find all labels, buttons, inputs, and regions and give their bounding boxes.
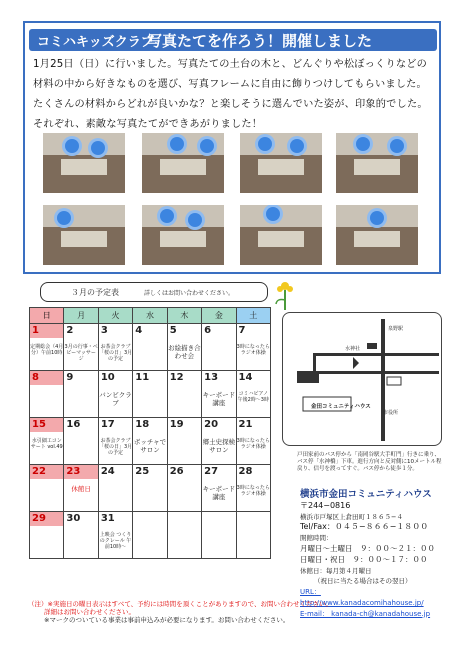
calendar-cell <box>133 324 167 371</box>
club-name: コミハキッズクラブ <box>37 35 154 50</box>
date-number: 25 <box>133 465 166 479</box>
calendar-day-header: 水 <box>133 308 167 324</box>
tel: Tel/Fax：０４５−８６６−１８００ <box>300 522 429 532</box>
date-number: 24 <box>99 465 132 479</box>
event-text: 定期総会（4月分）午前10時 <box>30 344 64 356</box>
calendar-cell <box>98 512 132 559</box>
date-number: 4 <box>133 324 166 338</box>
calendar-day-header: 火 <box>98 308 132 324</box>
calendar-cell <box>64 371 98 418</box>
event-text: 3月の行事・ベビーマッサージ <box>64 344 98 362</box>
calendar-day-header: 木 <box>167 308 201 324</box>
calendar-cell <box>202 512 236 559</box>
intro-text: 1月25日（日）に行いました。写真たての土台の木と、どんぐりや松ぼっくりなどの材料の中から好きなものを選び、写真フレームに自由に飾りつけしてもらいました。たくさんの材料からどれが良いかな？と楽しそうに選んでいた姿が、印象的でした。それぞれ、素敵な写真たてができあがりました！ <box>33 59 428 130</box>
photo <box>336 205 418 265</box>
note-1: （注）※実施日の曜日表示はすべて、予約には時間を頂くことがありますので、お問い合わせください。 <box>28 600 333 608</box>
event-report <box>23 21 441 274</box>
calendar-cell <box>133 371 167 418</box>
date-number: 23 <box>64 465 97 479</box>
note-2: 詳細はお問い合わせください。 <box>44 608 135 616</box>
access-map <box>282 312 442 446</box>
photo <box>336 133 418 193</box>
hours-label: 開館時間： <box>300 534 333 543</box>
date-number: 27 <box>202 465 235 479</box>
zip: 〒244−0816 <box>300 500 351 510</box>
headline-banner <box>29 29 437 51</box>
date-number: 1 <box>30 324 63 338</box>
map-drawing <box>283 313 443 447</box>
date-number: 12 <box>168 371 201 385</box>
calendar-cell <box>202 465 236 512</box>
event-text: バンビクラブ <box>99 391 132 407</box>
date-number: 15 <box>30 418 63 432</box>
event-text: お茶会クラブ「桜の日」3月の予定 <box>98 438 133 456</box>
photo <box>142 205 224 265</box>
calendar-cell <box>202 324 236 371</box>
calendar-day-header: 月 <box>64 308 98 324</box>
calendar-day-header: 日 <box>30 308 64 324</box>
event-text: 3時になったらラジオ体操 <box>236 485 270 497</box>
date-number: 18 <box>133 418 166 432</box>
calendar-cell <box>64 465 98 512</box>
date-number: 29 <box>30 512 63 526</box>
calendar-cell <box>202 418 236 465</box>
date-number: 28 <box>237 465 270 479</box>
access-directions: 戸田家前のバス停から「南岡谷駅大手町門」行きに乗り、バス停「水神橋」下車。進行方向と反対側に10メートル程戻り、信号を渡ってすぐ。バス停から徒歩１分。 <box>297 452 442 472</box>
event-text: ボッチャでサロン <box>133 438 167 454</box>
date-number: 20 <box>202 418 235 432</box>
closed-day: 休館日：毎月第４月曜日 <box>300 566 372 575</box>
flower-icon <box>272 278 298 310</box>
hours-holiday: 日曜日・祝日 ９：００〜１７：００ <box>300 554 428 564</box>
date-number: 6 <box>202 324 235 338</box>
calendar-cell <box>236 465 270 512</box>
footnotes <box>28 600 448 624</box>
date-number: 14 <box>237 371 270 385</box>
calendar-cell <box>30 371 64 418</box>
date-number: 19 <box>168 418 201 432</box>
date-number: 8 <box>30 371 63 385</box>
headline: 写真たてを作ろう！開催しました <box>147 32 373 50</box>
date-number: 30 <box>64 512 97 526</box>
date-number: 21 <box>237 418 270 432</box>
closed-note: （祝日に当たる場合はその翌日） <box>314 577 412 586</box>
event-text: キーボード講座 <box>202 485 236 501</box>
note-3: ※マークのついている事業は事前申込みが必要になります。お問い合わせください。 <box>44 616 290 624</box>
calendar-cell <box>98 371 132 418</box>
date-number: 5 <box>168 324 201 338</box>
calendar-cell <box>167 324 201 371</box>
calendar-cell <box>167 418 201 465</box>
photo <box>142 133 224 193</box>
event-text: 休館日 <box>71 485 91 493</box>
photo <box>240 205 322 265</box>
calendar-cell <box>133 418 167 465</box>
calendar-cell <box>30 512 64 559</box>
event-text: 水引細工コンサート vol.49 <box>30 438 63 450</box>
website-link[interactable]: URL： http://www.kanadacomihahouse.jp/ <box>300 588 424 607</box>
event-text: 3時になったらラジオ体操 <box>236 344 270 356</box>
calendar-cell <box>167 512 201 559</box>
calendar-cell <box>133 465 167 512</box>
event-text: キーボード講座 <box>202 391 236 407</box>
calendar-cell <box>30 324 64 371</box>
date-number: 26 <box>168 465 201 479</box>
map-station-label: 泉野駅 <box>388 326 404 332</box>
date-number: 10 <box>99 371 132 385</box>
hours-weekday: 月曜日〜土曜日 ９：００〜２１：００ <box>300 543 435 553</box>
date-number: 17 <box>99 418 132 432</box>
photo <box>43 205 125 265</box>
calendar-cell <box>236 371 270 418</box>
calendar-cell <box>30 418 64 465</box>
calendar-cell <box>64 418 98 465</box>
event-text: コミハピアノ午後2時〜3時 <box>237 391 269 403</box>
map-street-label: 市役所 <box>383 410 399 416</box>
event-text: 3時になったらラジオ体操 <box>236 438 270 450</box>
center-name: 横浜市金田コミュニティハウス <box>300 489 432 500</box>
calendar-cell <box>202 371 236 418</box>
calendar-cell <box>167 371 201 418</box>
calendar-day-header: 金 <box>202 308 236 324</box>
date-number: 7 <box>237 324 270 338</box>
map-shrine-label: 水神社 <box>345 346 361 352</box>
event-text: 上映会 つくりのクレール 午前10時〜 <box>99 532 132 550</box>
calendar-cell <box>64 324 98 371</box>
date-number: 2 <box>64 324 97 338</box>
calendar-cell <box>64 512 98 559</box>
event-text: 郷土史探検サロン <box>202 438 236 454</box>
calendar-cell <box>30 465 64 512</box>
map-hall-label: 金田コミュニティハウス <box>311 404 371 410</box>
calendar-cell <box>133 512 167 559</box>
schedule-title: ３月の予定表 詳しくはお問い合わせください。 <box>40 282 268 302</box>
address: 横浜市戸塚区上倉田町１８６５−４ <box>300 512 403 521</box>
date-number: 13 <box>202 371 235 385</box>
date-number: 3 <box>99 324 132 338</box>
date-number: 22 <box>30 465 63 479</box>
calendar-cell <box>98 418 132 465</box>
date-number: 9 <box>64 371 97 385</box>
calendar-cell <box>236 418 270 465</box>
date-number: 11 <box>133 371 166 385</box>
calendar-cell <box>167 465 201 512</box>
photo <box>240 133 322 193</box>
calendar-cell <box>236 512 270 559</box>
calendar-day-header: 土 <box>236 308 270 324</box>
calendar-cell <box>98 324 132 371</box>
calendar <box>29 307 271 559</box>
calendar-cell <box>236 324 270 371</box>
calendar-cell <box>98 465 132 512</box>
photo <box>43 133 125 193</box>
event-text: お茶会クラブ「桜の日」3月の予定 <box>98 344 133 362</box>
email-link[interactable]: E-mail： kanada-ch@kanadahouse.jp <box>300 609 431 618</box>
event-text: お絵描き合わせ会 <box>168 344 201 360</box>
date-number: 16 <box>64 418 97 432</box>
date-number: 31 <box>99 512 132 526</box>
